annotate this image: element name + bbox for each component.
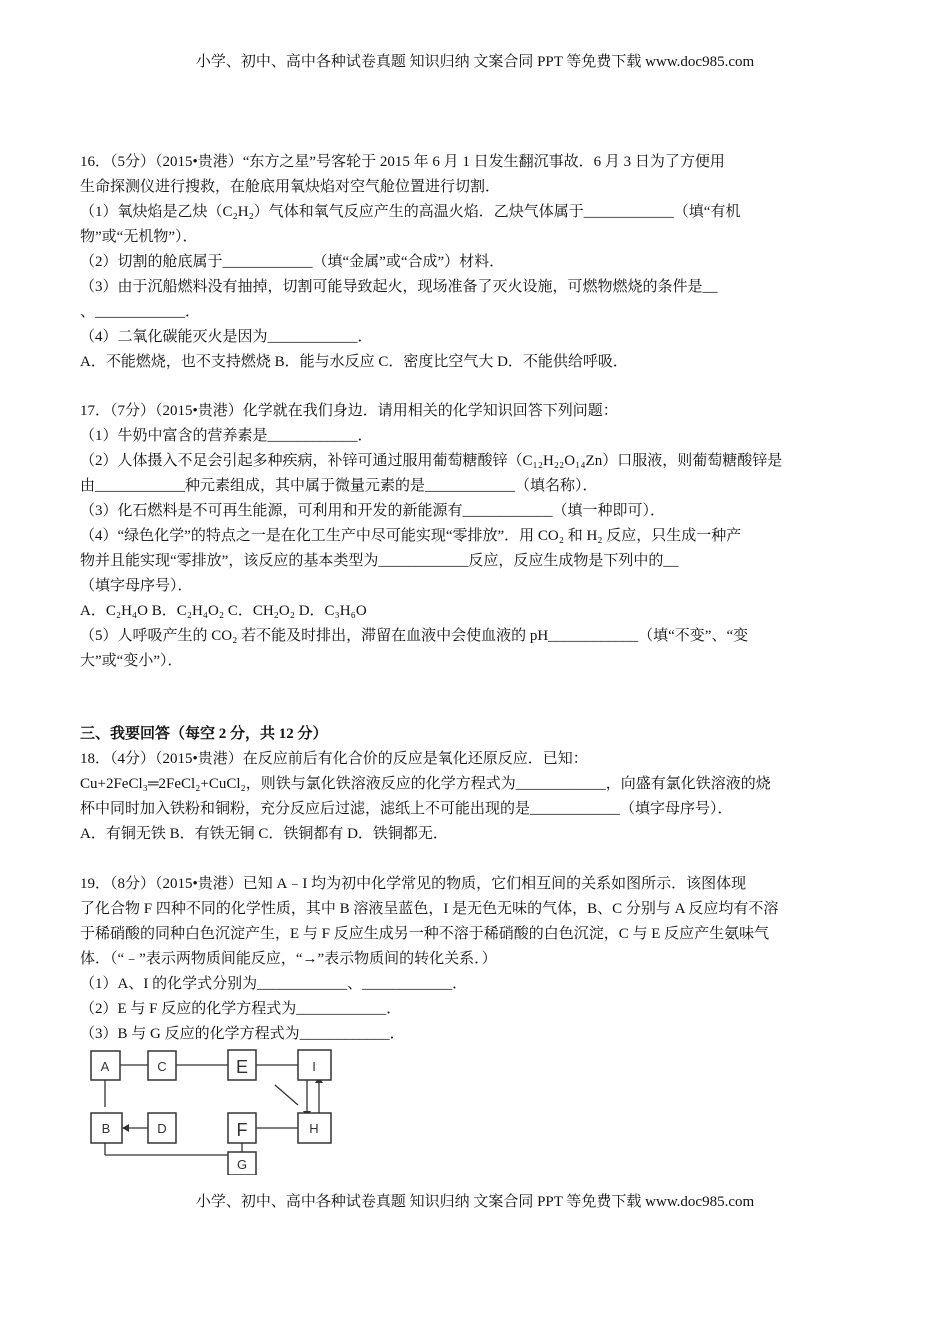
- q18-line: 18．（4分）（2015•贵港）在反应前后有化合价的反应是氧化还原反应．已知：: [80, 751, 588, 767]
- q17-line: （4）“绿色化学”的特点之一是在化工生产中尽可能实现“零排放”．用 CO₂ 和 H₂ 反应，只生成一种产: [80, 528, 742, 544]
- node-label: C: [157, 1059, 167, 1074]
- q16-line: （2）切割的舱底属于____________（填“金属”或“合成”）材料．: [80, 254, 505, 270]
- section-title: 三、我要回答（每空 2 分，共 12 分）: [80, 726, 328, 742]
- q16-line: 、____________．: [80, 304, 201, 320]
- node-label: A: [100, 1059, 110, 1074]
- question-16: [80, 150, 870, 375]
- q17-line: （3）化石燃料是不可再生能源，可利用和开发的新能源有____________（填一种即可）．: [80, 503, 666, 519]
- page-footer: 小学、初中、高中各种试卷真题 知识归纳 文案合同 PPT 等免费下载 www.doc985.com: [195, 1194, 755, 1210]
- q16-line: （3）由于沉船燃料没有抽掉，切割可能导致起火，现场准备了灭火设施，可燃物燃烧的条件是__: [80, 279, 718, 295]
- q16-line: （4）二氧化碳能灭火是因为____________．: [80, 329, 373, 345]
- q16-options: A．不能燃烧，也不支持燃烧 B．能与水反应 C．密度比空气大 D．不能供给呼吸．: [80, 354, 628, 370]
- node-label: F: [236, 1120, 248, 1140]
- relationship-diagram: [85, 1045, 345, 1175]
- node-label: H: [309, 1121, 319, 1136]
- node-label: B: [101, 1121, 111, 1136]
- node-label: E: [235, 1057, 249, 1077]
- q17-line: 物并且能实现“零排放”，该反应的基本类型为____________反应，反应生成物是下列中的__: [80, 553, 679, 569]
- q18-line: Cu+2FeCl₃═2FeCl₂+CuCl₂，则铁与氯化铁溶液反应的化学方程式为____________，向盛有氯化铁溶液的烧: [80, 776, 771, 792]
- q16-line: 生命探测仪进行搜救，在舱底用氧炔焰对空气舱位置进行切割．: [80, 179, 501, 195]
- q17-line: （1）牛奶中富含的营养素是____________．: [80, 428, 373, 444]
- q17-options: A．C₂H₄O B．C₂H₄O₂ C．CH₂O₂ D．C₃H₆O: [80, 603, 367, 619]
- node-label: D: [157, 1121, 167, 1136]
- question-17: [80, 399, 870, 674]
- q17-line: 大”或“变小”）．: [80, 653, 183, 669]
- q17-line: （2）人体摄入不足会引起多种疾病，补锌可通过服用葡萄糖酸锌（C₁₂H₂₂O₁₄Zn）口服液，则葡萄糖酸锌是: [80, 453, 783, 469]
- q19-line: 体．（“﹣”表示两物质间能反应，“→”表示物质间的转化关系．）: [80, 951, 497, 967]
- node-label: G: [236, 1157, 248, 1172]
- q17-line: （填字母序号）．: [80, 578, 193, 594]
- node-label: I: [312, 1059, 316, 1074]
- q18-line: 杯中同时加入铁粉和铜粉，充分反应后过滤，滤纸上不可能出现的是____________（填字母序号）．: [80, 801, 733, 817]
- q19-line: 于稀硝酸的同种白色沉淀产生，E 与 F 反应生成另一种不溶于稀硝酸的白色沉淀，C 与 E 反应产生氨味气: [80, 926, 770, 942]
- section-3: [80, 722, 870, 847]
- q16-line: 物”或“无机物”）．: [80, 229, 198, 245]
- q19-line: （3）B 与 G 反应的化学方程式为____________．: [80, 1026, 405, 1042]
- q19-line: 19．（8分）（2015•贵港）已知 A﹣I 均为初中化学常见的物质，它们相互间的关系如图所示．该图体现: [80, 876, 747, 892]
- page-header: 小学、初中、高中各种试卷真题 知识归纳 文案合同 PPT 等免费下载 www.doc985.com: [195, 54, 755, 70]
- q17-line: 17．（7分）（2015•贵港）化学就在我们身边．请用相关的化学知识回答下列问题：: [80, 403, 618, 419]
- q19-line: （2）E 与 F 反应的化学方程式为____________．: [80, 1001, 402, 1017]
- q16-line: （1）氧炔焰是乙炔（C₂H₂）气体和氧气反应产生的高温火焰．乙炔气体属于____________（填“有机: [80, 204, 741, 220]
- question-19: [80, 872, 870, 1047]
- q19-line: 了化合物 F 四种不同的化学性质，其中 B 溶液呈蓝色，I 是无色无味的气体，B、C 分别与 A 反应均有不溶: [80, 901, 779, 917]
- q16-line: 16．（5分）（2015•贵港）“东方之星”号客轮于 2015 年 6 月 1 日发生翻沉事故．6 月 3 日为了方便用: [80, 154, 725, 170]
- q17-line: 由____________种元素组成，其中属于微量元素的是____________（填名称）．: [80, 478, 598, 494]
- q18-options: A．有铜无铁 B．有铁无铜 C．铁铜都有 D．铁铜都无．: [80, 826, 448, 842]
- q19-line: （1）A、I 的化学式分别为____________、____________．: [80, 976, 468, 992]
- q17-line: （5）人呼吸产生的 CO₂ 若不能及时排出，滞留在血液中会使血液的 pH____________（填“不变”、“变: [80, 628, 749, 644]
